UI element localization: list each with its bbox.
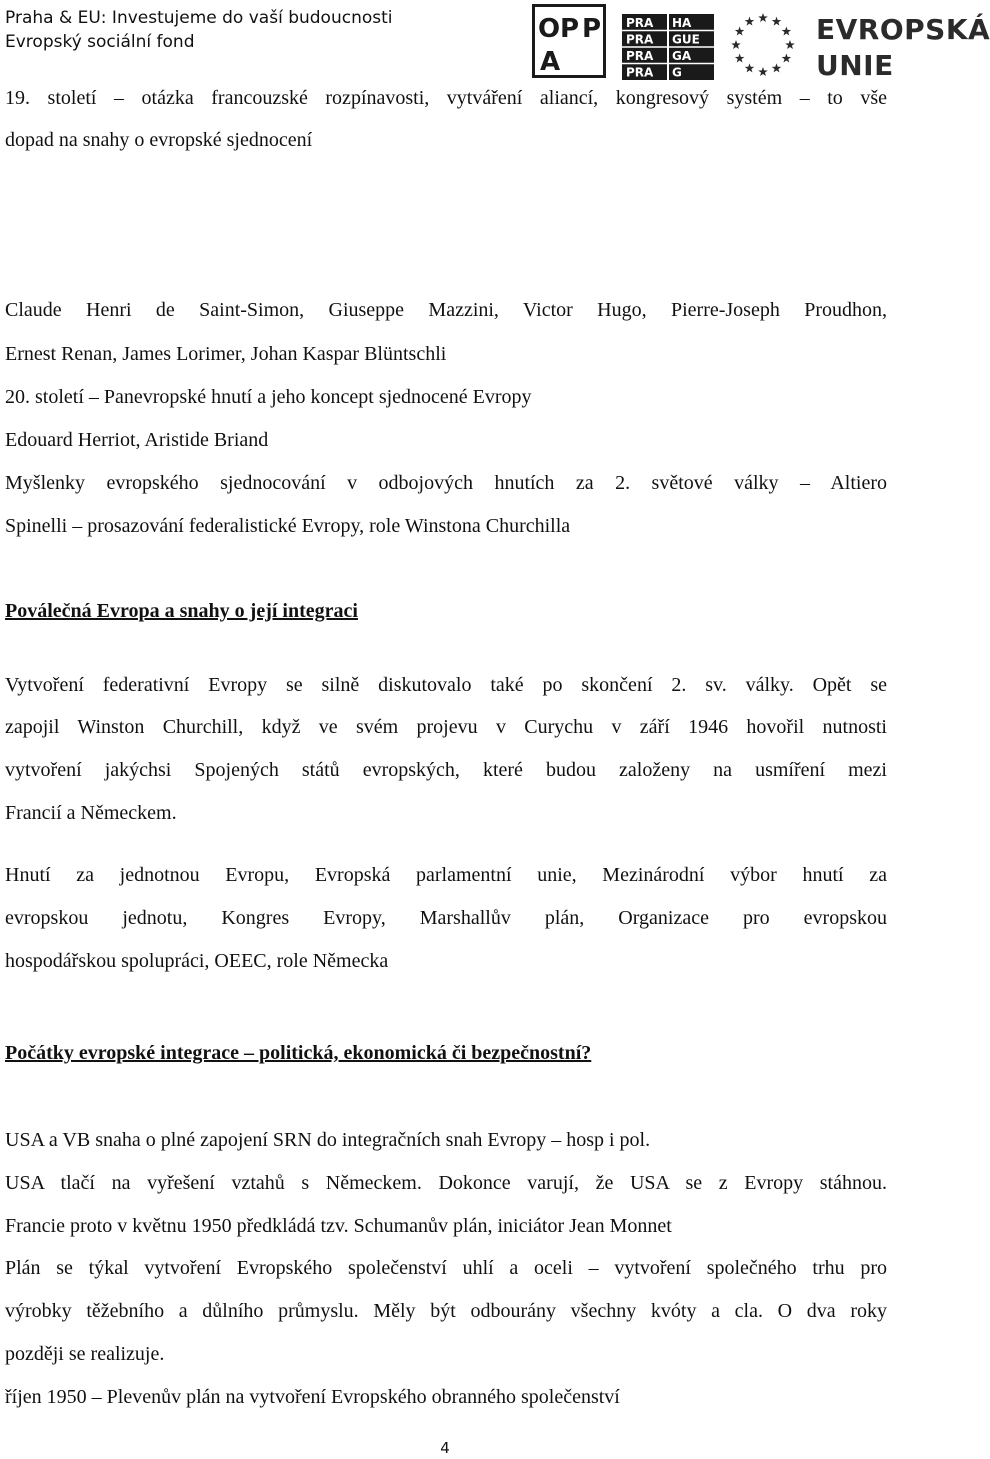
svg-text:PRA: PRA — [626, 16, 654, 30]
paragraph-federative-line-3: vytvoření jakýchsi Spojených států evropských, které budou založeny na usmíření mezi — [5, 759, 887, 781]
svg-text:GA: GA — [672, 49, 692, 63]
paragraph-usa-vb: USA a VB snaha o plné zapojení SRN do integračních snah Evropy – hosp i pol. — [5, 1129, 651, 1151]
paragraph-federative-line-4: Francií a Německem. — [5, 802, 177, 824]
header-text — [5, 6, 393, 54]
svg-text:O: O — [538, 14, 561, 44]
paragraph-federative-line-1: Vytvoření federativní Evropy se silně diskutovalo také po skončení 2. sv. války. Opět se — [5, 674, 887, 696]
eu-flag-icon — [726, 8, 800, 82]
paragraph-19th-century-line-2: dopad na snahy o evropské sjednocení — [5, 129, 313, 151]
opp-pa-logo — [532, 4, 606, 78]
paragraph-herriot-briand: Edouard Herriot, Aristide Briand — [5, 429, 269, 451]
eu-logo-line-2: UNIE — [816, 49, 894, 82]
header-line-1: Praha & EU: Investujeme do vaší budoucnosti — [5, 8, 393, 28]
paragraph-resistance-line-2: Spinelli – prosazování federalistické Evropy, role Winstona Churchilla — [5, 515, 571, 537]
paragraph-movements-line-1: Hnutí za jednotnou Evropu, Evropská parlamentní unie, Mezinárodní výbor hnutí za — [5, 864, 887, 886]
paragraph-ecsc-line-1: Plán se týkal vytvoření Evropského společenství uhlí a oceli – vytvoření společného trhu pro — [5, 1257, 887, 1279]
paragraph-federative-line-2: zapojil Winston Churchill, když ve svém projevu v Curychu v září 1946 hovořil nutnosti — [5, 716, 887, 738]
svg-text:PRA: PRA — [626, 65, 654, 80]
header-line-2: Evropský sociální fond — [5, 32, 195, 52]
paragraph-ecsc-line-3: později se realizuje. — [5, 1343, 165, 1365]
svg-text:HA: HA — [672, 16, 692, 30]
paragraph-resistance-line-1: Myšlenky evropského sjednocování v odbojových hnutích za 2. světové války – Altiero — [5, 472, 887, 494]
paragraph-schuman: Francie proto v květnu 1950 předkládá tzv. Schumanův plán, iniciátor Jean Monnet — [5, 1215, 672, 1237]
logo-strip — [532, 4, 990, 82]
paragraph-19th-century-line-1: 19. století – otázka francouzské rozpínavosti, vytváření aliancí, kongresový systém – to vše — [5, 87, 887, 109]
section-heading-beginnings: Počátky evropské integrace – politická, ekonomická či bezpečnostní? — [5, 1042, 592, 1064]
page-number: 4 — [440, 1439, 450, 1457]
svg-text:G: G — [672, 65, 682, 80]
praha-logo — [622, 14, 714, 80]
eu-logo-line-1: EVROPSKÁ — [816, 13, 990, 46]
svg-text:A: A — [540, 47, 561, 77]
eu-logo-text — [816, 12, 990, 84]
svg-text:GUE: GUE — [672, 32, 700, 47]
section-heading-postwar: Poválečná Evropa a snahy o její integraci — [5, 600, 358, 622]
svg-text:PRA: PRA — [626, 49, 654, 63]
paragraph-movements-line-3: hospodářskou spolupráci, OEEC, role Německa — [5, 950, 389, 972]
paragraph-20th-century: 20. století – Panevropské hnutí a jeho koncept sjednocené Evropy — [5, 386, 532, 408]
svg-text:PRA: PRA — [626, 32, 654, 47]
paragraph-thinkers-line-1: Claude Henri de Saint-Simon, Giuseppe Mazzini, Victor Hugo, Pierre-Joseph Proudhon, — [5, 299, 887, 321]
paragraph-pleven: říjen 1950 – Plevenův plán na vytvoření Evropského obranného společenství — [5, 1386, 620, 1408]
svg-text:P: P — [582, 14, 602, 44]
paragraph-usa-germany: USA tlačí na vyřešení vztahů s Německem. Dokonce varují, že USA se z Evropy stáhnou. — [5, 1172, 887, 1194]
svg-text:P: P — [560, 14, 580, 44]
paragraph-movements-line-2: evropskou jednotu, Kongres Evropy, Marshallův plán, Organizace pro evropskou — [5, 907, 887, 929]
paragraph-ecsc-line-2: výrobky těžebního a důlního průmyslu. Měly být odbourány všechny kvóty a cla. O dva roky — [5, 1300, 887, 1322]
page-header — [0, 0, 990, 82]
paragraph-thinkers-line-2: Ernest Renan, James Lorimer, Johan Kaspar Blüntschli — [5, 343, 447, 365]
